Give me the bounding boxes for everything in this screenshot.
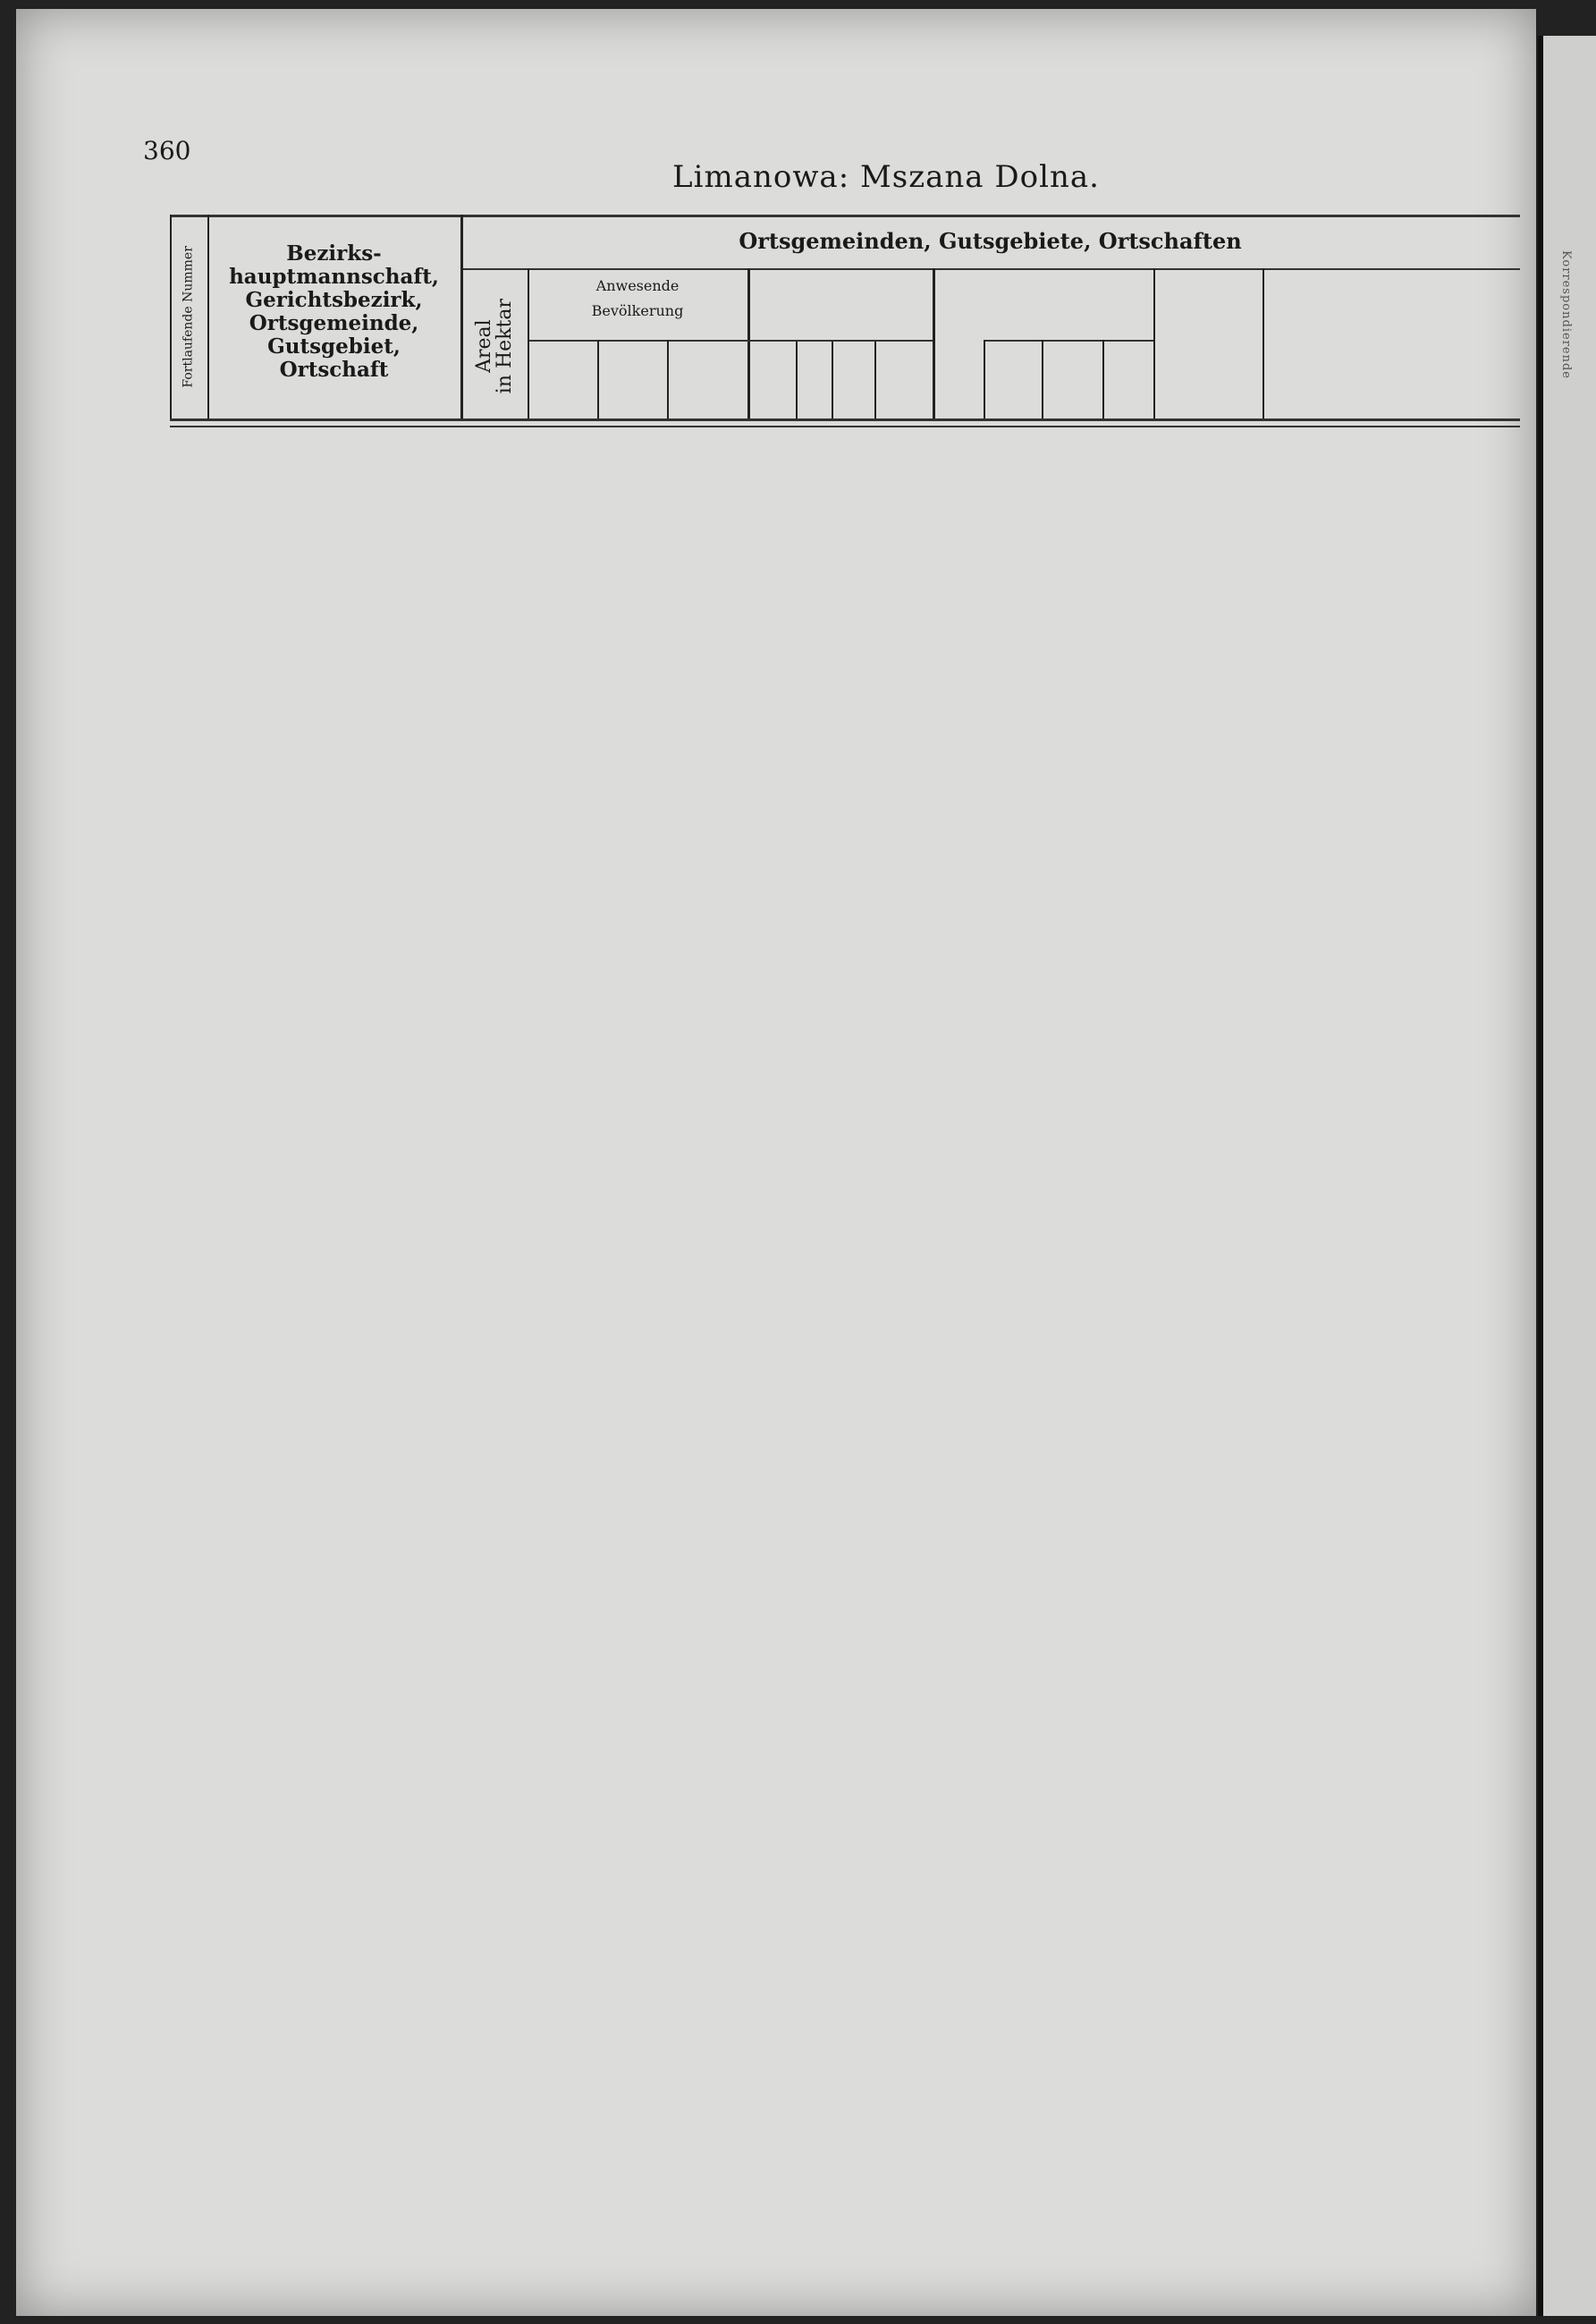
column-rule [796,340,798,418]
col-header-areal: Areal in Hektar [472,298,516,393]
column-rule [832,340,833,418]
adjacent-page-edge [1538,36,1596,2316]
col-header-name: Gerichtsbezirk, [245,288,423,312]
page-title: Limanowa: Mszana Dolna. [672,159,1100,195]
column-rule [984,340,985,418]
side-text: Korrespondierende [1559,250,1573,379]
row-rule [747,340,933,342]
column-rule [933,268,935,418]
col-header-number: Fortlaufende Nummer [181,246,196,388]
column-rule [1153,268,1155,418]
col-header-name: hauptmannschaft, [229,265,439,289]
group-title: Ortsgemeinden, Gutsgebiete, Ortschaften [739,228,1242,254]
col-header-name: Bezirks- [286,241,382,266]
col-header-name: Gutsgebiet, [267,334,401,359]
column-rule [874,340,876,418]
row-rule [460,268,1520,270]
col-header-anwesende: Anwesende [595,277,680,294]
column-rule [667,340,669,418]
row-rule [528,340,747,342]
column-rule [747,268,750,418]
column-rule [1102,340,1104,418]
column-rule [170,215,172,418]
row-rule [984,340,1153,342]
row-rule [170,215,1520,217]
column-rule [1042,340,1043,418]
column-rule [597,340,599,418]
col-header-anwesende: Bevölkerung [591,302,684,319]
row-rule [170,418,1520,421]
col-header-name: Ortschaft [279,358,389,382]
column-rule [1262,268,1264,418]
col-header-name: Ortsgemeinde, [249,311,419,335]
page-number: 360 [143,136,191,165]
row-rule [170,426,1520,427]
